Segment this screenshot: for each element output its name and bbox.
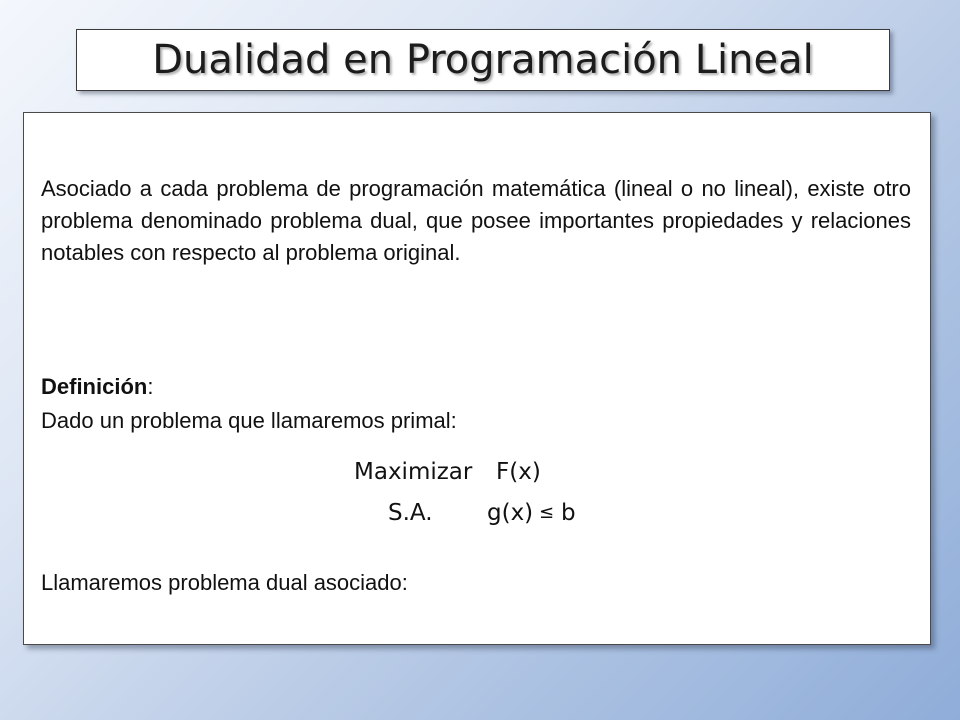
formula-maximize-label: Maximizar [354, 459, 473, 485]
title-box [76, 29, 890, 91]
dual-intro-line: Llamaremos problema dual asociado: [41, 570, 408, 595]
content-box [23, 112, 931, 645]
primal-intro-line: Dado un problema que llamaremos primal: [41, 408, 457, 433]
formula-constraint-operator: ≤ [539, 502, 555, 523]
definition-heading [41, 371, 153, 403]
intro-paragraph: Asociado a cada problema de programación matemática (lineal o no lineal), existe otro problema denominado problema dual, que posee importantes propiedades y relaciones notables con respecto al problema original. [41, 176, 911, 265]
formula-constraint-lhs: g(x) [487, 500, 534, 526]
page-title: Dualidad en Programación Lineal [152, 37, 814, 83]
definition-label: Definición [41, 374, 148, 399]
formula-objective: F(x) [496, 459, 541, 485]
definition-colon: : [147, 374, 154, 399]
formula-subject-to-label: S.A. [388, 500, 433, 526]
formula-constraint-rhs: b [561, 500, 576, 526]
